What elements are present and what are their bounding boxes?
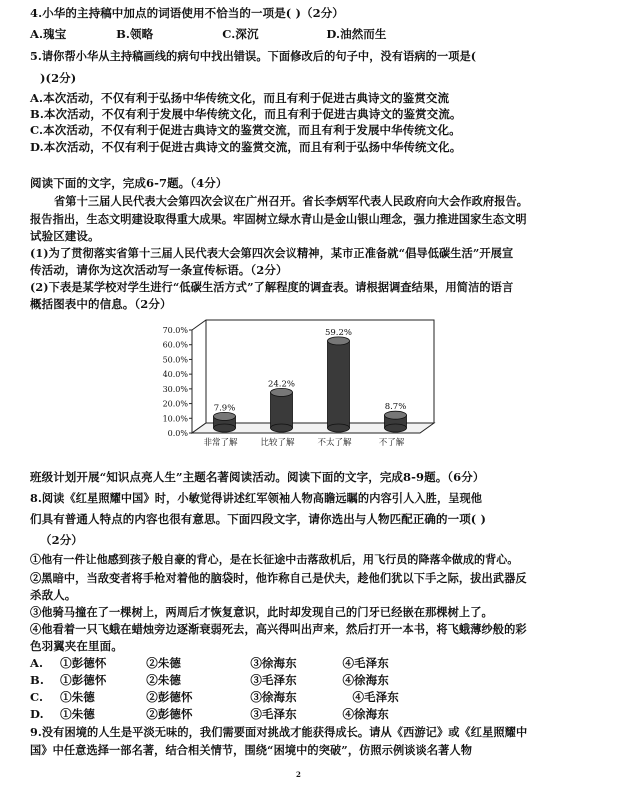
bar-top [214, 412, 236, 420]
y-tick-label: 30.0% [162, 384, 188, 394]
survey-chart [160, 318, 450, 453]
q8-item4-line1: ④他看着一只飞蛾在蜡烛旁边逐渐衰弱死去，高兴得叫出声来，然后打开一本书，将飞蛾薄纱般的彩 [30, 622, 527, 636]
bar [328, 341, 350, 428]
reading1-intro: 阅读下面的文字，完成6-7题。（4分） [30, 176, 228, 190]
survey-chart-svg [160, 318, 450, 453]
y-tick-label: 50.0% [162, 355, 188, 365]
q8-option-d [30, 707, 389, 721]
q8-option-c-name1: ①朱德 [60, 690, 95, 704]
q8-option-c [30, 690, 399, 704]
y-tick-label: 20.0% [162, 399, 188, 409]
q8-option-a [30, 656, 389, 670]
q5-stem-line2: )(2分) [40, 71, 77, 85]
reading1-para-line3: 试验区建设。 [30, 229, 100, 243]
bar [271, 392, 293, 428]
q8-item2-line2: 杀敌人。 [30, 588, 77, 602]
q8-option-b-name2: ②朱德 [146, 673, 182, 687]
q8-option-a-name2: ②朱德 [146, 656, 182, 670]
q5-option-b: B.本次活动，不仅有利于发展中华传统文化，而且有利于促进古典诗文的鉴赏交流。 [30, 107, 462, 121]
q6-line2: 传活动，请你为这次活动写一条宣传标语。（2分） [30, 263, 288, 277]
bar-top [271, 388, 293, 396]
q4-stem: 4.小华的主持稿中加点的词语使用不恰当的一项是( )（2分） [30, 6, 344, 20]
y-tick-label: 60.0% [162, 340, 188, 350]
bar-bottom [214, 424, 236, 432]
q8-option-c-letter: C. [30, 690, 44, 704]
y-tick-label: 10.0% [162, 414, 188, 424]
q8-option-d-name2: ②彭德怀 [146, 707, 193, 721]
q8-option-b-name1: ①彭德怀 [60, 673, 107, 687]
y-tick-label: 70.0% [162, 326, 188, 335]
q4-options [30, 27, 387, 41]
q8-line1: 8.阅读《红星照耀中国》时，小敏觉得讲述红军领袖人物高瞻远瞩的内容引人入胜，呈现他 [30, 491, 483, 505]
q8-option-a-name4: ④毛泽东 [342, 656, 389, 670]
q9-line2: 国》中任意选择一部名著，结合相关情节，围绕“困境中的突破”，仿照示例谈谈名著人物 [30, 743, 472, 757]
q8-option-d-name4: ④徐海东 [342, 707, 389, 721]
q8-option-a-name1: ①彭德怀 [60, 656, 107, 670]
q4-option-a: A.瑰宝 [30, 27, 67, 41]
q8-item2-line1: ②黑暗中，当敌变者将手枪对着他的脑袋时，他诈称自己是伏夫，趁他们犹以下手之际，拔出武器反 [30, 571, 527, 585]
q7-line2: 概括图表中的信息。（2分） [30, 297, 172, 311]
category-label: 不太了解 [317, 438, 352, 448]
bar-top [385, 411, 407, 419]
bar-top [328, 337, 350, 345]
bar-bottom [328, 424, 350, 432]
q5-option-a: A.本次活动，不仅有利于弘扬中华传统文化，而且有利于促进古典诗文的鉴赏交流 [30, 91, 450, 105]
q8-option-c-name2: ②彭德怀 [146, 690, 193, 704]
q8-option-d-name3: ③毛泽东 [250, 707, 297, 721]
q4-option-c: C.深沉 [222, 27, 259, 41]
q8-item3: ③他骑马撞在了一棵树上，两周后才恢复意识，此时却发现自己的门牙已经嵌在那棵树上了。 [30, 605, 493, 619]
category-label: 不了解 [378, 438, 405, 448]
y-tick-label: 0.0% [167, 429, 188, 438]
q8-option-b [30, 673, 389, 687]
data-label: 24.2% [267, 379, 296, 390]
q4-option-b: B.领略 [116, 27, 154, 41]
q6-line1: (1)为了贯彻落实省第十三届人民代表大会第四次会议精神，某市正准备就“倡导低碳生活”开展宣 [30, 246, 514, 260]
bar-bottom [271, 424, 293, 432]
q8-line2: 们具有普通人特点的内容也很有意思。下面四段文字，请你选出与人物匹配正确的一项( ) [30, 512, 486, 526]
data-label: 59.2% [324, 327, 353, 338]
category-label: 比较了解 [260, 438, 295, 448]
q8-option-d-name1: ①朱德 [60, 707, 95, 721]
q8-option-c-name3: ③徐海东 [250, 690, 297, 704]
q5-option-c: C.本次活动，不仅有利于促进古典诗文的鉴赏交流，而且有利于发展中华传统文化。 [30, 123, 461, 137]
q5-option-d: D.本次活动，不仅有利于促进古典诗文的鉴赏交流，而且有利于弘扬中华传统文化。 [30, 140, 462, 154]
q8-option-a-letter: A. [30, 656, 44, 670]
data-label: 7.9% [213, 403, 236, 414]
q4-option-d: D.油然而生 [326, 27, 387, 41]
q8-line3: （2分） [40, 533, 83, 547]
data-label: 8.7% [384, 402, 407, 413]
reading2-intro: 班级计划开展“知识点亮人生”主题名著阅读活动。阅读下面的文字，完成8-9题。（6分） [30, 470, 485, 484]
page-number: 2 [296, 770, 301, 779]
q8-item4-line2: 色羽翼夹在里面。 [30, 639, 123, 653]
q8-option-a-name3: ③徐海东 [250, 656, 297, 670]
bar-bottom [385, 424, 407, 432]
q8-item1: ①他有一件让他感到孩子般自豪的背心，是在长征途中击落敌机后，用飞行员的降落伞做成的背心。 [30, 553, 519, 566]
reading1-para-line2: 报告指出，生态文明建设取得重大成果。牢固树立绿水青山是金山银山理念，强力推进国家生态文明 [30, 212, 527, 226]
q9-line1: 9.没有困境的人生是平淡无味的，我们需要面对挑战才能获得成长。请从《西游记》或《红星照耀中 [30, 725, 528, 739]
q8-option-b-name4: ④徐海东 [342, 673, 389, 687]
q7-line1: (2)下表是某学校对学生进行“低碳生活方式”了解程度的调查表。请根据调查结果，用简洁的语言 [30, 280, 514, 294]
q8-option-b-name3: ③毛泽东 [250, 673, 297, 687]
q8-option-c-name4: ④毛泽东 [352, 690, 399, 704]
q8-option-b-letter: B. [30, 673, 44, 687]
q8-option-d-letter: D. [30, 707, 44, 721]
q5-stem-line1: 5.请你帮小华从主持稿画线的病句中找出错误。下面修改后的句子中，没有语病的一项是( [30, 49, 477, 63]
category-label: 非常了解 [203, 438, 238, 448]
reading1-para-line1: 省第十三届人民代表大会第四次会议在广州召开。省长李炳军代表人民政府向大会作政府报告。 [54, 194, 529, 208]
y-tick-label: 40.0% [162, 370, 188, 380]
